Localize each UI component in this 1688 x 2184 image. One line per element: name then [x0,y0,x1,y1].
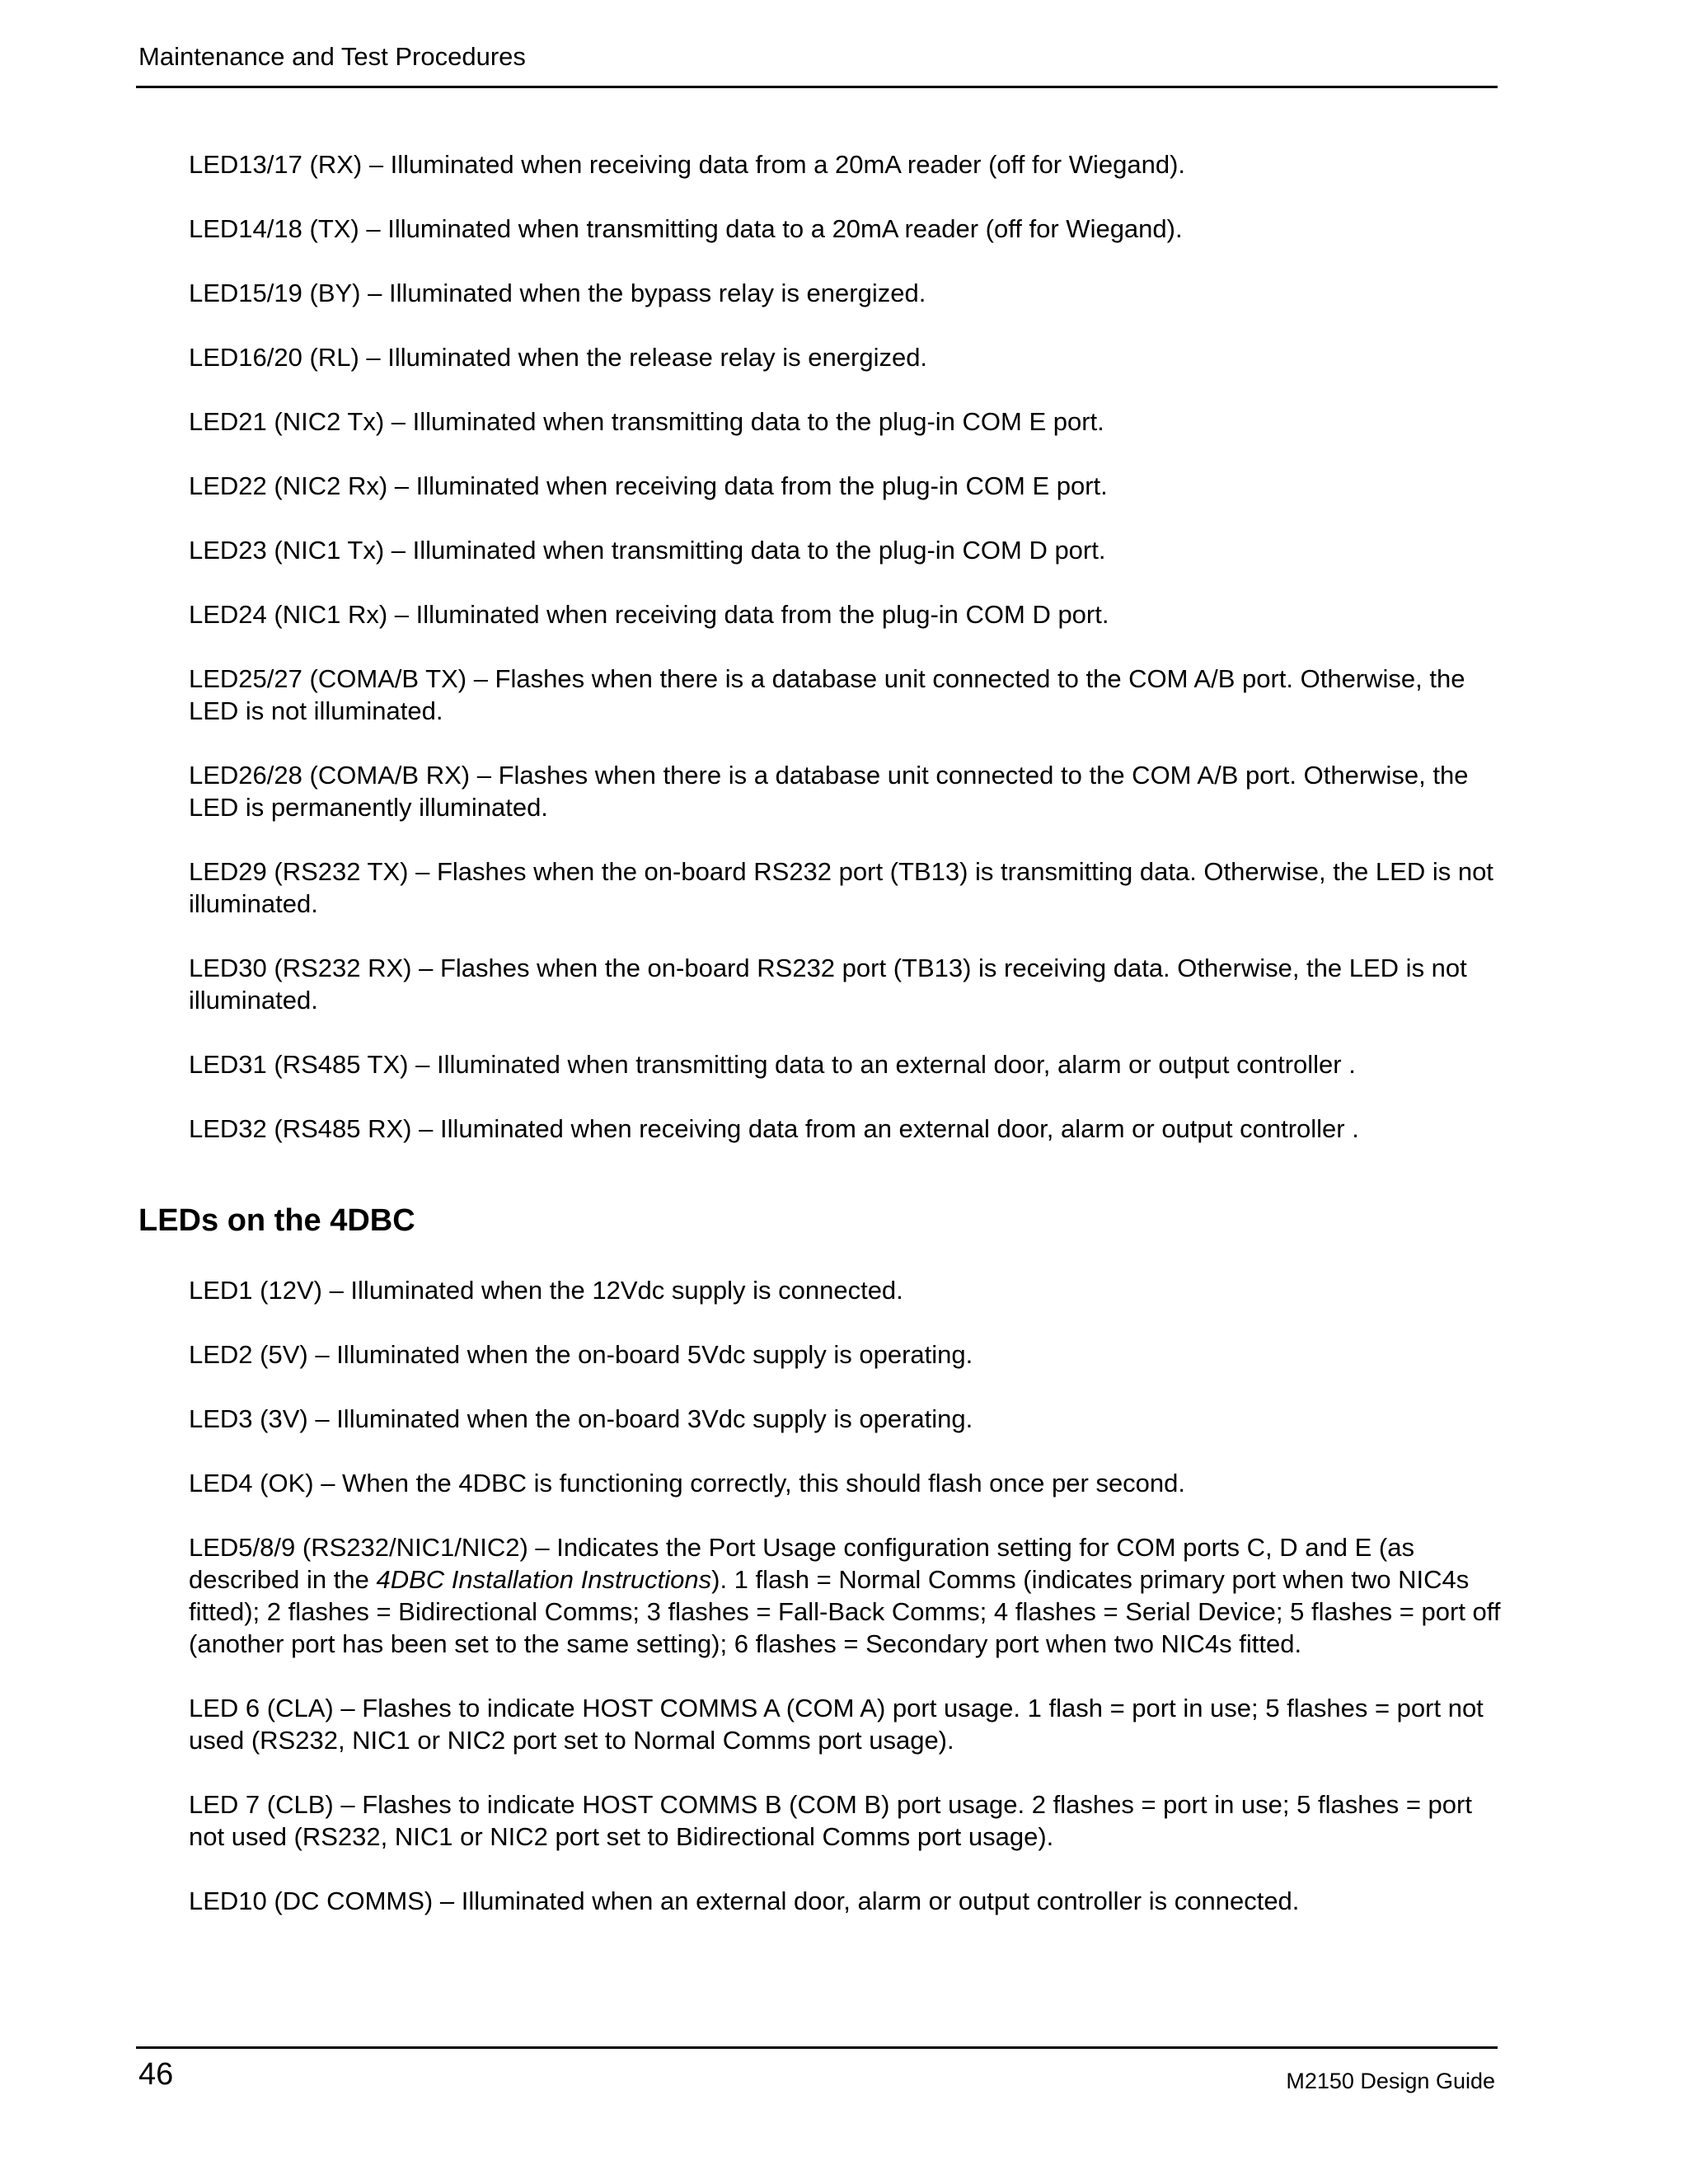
paragraph-led6: LED 6 (CLA) – Flashes to indicate HOST COMMS A (COM A) port usage. 1 flash = port in use; 5 flashes = port not used (RS232, NIC1 or NIC2 port set to Normal Comms port usage). [189,1694,1484,1755]
paragraph-led26-28: LED26/28 (COMA/B RX) – Flashes when there is a database unit connected to the COM A/B port. Otherwise, the LED is permanently illuminated. [189,761,1469,822]
paragraph-led13-17: LED13/17 (RX) – Illuminated when receiving data from a 20mA reader (off for Wiegand). [189,150,1186,179]
header-rule [136,86,1498,88]
led-list-main-board [189,148,1507,1177]
paragraph-led32: LED32 (RS485 RX) – Illuminated when receiving data from an external door, alarm or output controller . [189,1114,1359,1143]
led5-text-end: ). 1 flash = Normal Comms (indicates primary port when two NIC4s fitted); 2 flashes = Bidirectional Comms; 3 flashes = Fall-Back Comms; 4 flashes = Serial Device; 5 flashes = port off (another port has been set to the same setting); 6 flashes = Secondary port when two NIC4s fitted. [189,1565,1501,1658]
paragraph-led31: LED31 (RS485 TX) – Illuminated when transmitting data to an external door, alarm or output controller . [189,1050,1356,1079]
paragraph-led22: LED22 (NIC2 Rx) – Illuminated when receiving data from the plug-in COM E port. [189,471,1108,500]
led5-text-start: LED5/8/9 (RS232/NIC1/NIC2) – Indicates the Port Usage configuration setting for COM ports C, D and E (as described in the [189,1533,1414,1594]
running-header: Maintenance and Test Procedures [138,42,526,71]
paragraph-led3: LED3 (3V) – Illuminated when the on-board 3Vdc supply is operating. [189,1404,973,1433]
footer-rule [136,2046,1498,2049]
section-heading-4dbc: LEDs on the 4DBC [138,1203,415,1238]
paragraph-led29: LED29 (RS232 TX) – Flashes when the on-board RS232 port (TB13) is transmitting data. Otherwise, the LED is not illuminated. [189,857,1493,918]
paragraph-led7: LED 7 (CLB) – Flashes to indicate HOST COMMS B (COM B) port usage. 2 flashes = port in use; 5 flashes = port not used (RS232, NIC1 or NIC2 port set to Bidirectional Comms port usage). [189,1790,1472,1851]
paragraph-led14-18: LED14/18 (TX) – Illuminated when transmitting data to a 20mA reader (off for Wiegand). [189,214,1183,243]
led-list-4dbc [189,1274,1507,1949]
paragraph-led23: LED23 (NIC1 Tx) – Illuminated when transmitting data to the plug-in COM D port. [189,536,1106,565]
paragraph-led5-8-9 [189,1531,1507,1660]
page-number: 46 [138,2057,174,2092]
paragraph-led16-20: LED16/20 (RL) – Illuminated when the release relay is energized. [189,343,928,372]
paragraph-led10: LED10 (DC COMMS) – Illuminated when an external door, alarm or output controller is connected. [189,1886,1300,1915]
paragraph-led25-27: LED25/27 (COMA/B TX) – Flashes when there is a database unit connected to the COM A/B port. Otherwise, the LED is not illuminated. [189,664,1465,725]
paragraph-led2: LED2 (5V) – Illuminated when the on-board 5Vdc supply is operating. [189,1340,973,1369]
installation-instructions-title: 4DBC Installation Instructions [376,1565,712,1594]
paragraph-led1: LED1 (12V) – Illuminated when the 12Vdc supply is connected. [189,1276,903,1305]
paragraph-led21: LED21 (NIC2 Tx) – Illuminated when transmitting data to the plug-in COM E port. [189,407,1104,436]
paragraph-led24: LED24 (NIC1 Rx) – Illuminated when receiving data from the plug-in COM D port. [189,600,1109,629]
paragraph-led4: LED4 (OK) – When the 4DBC is functioning correctly, this should flash once per second. [189,1469,1186,1497]
document-title: M2150 Design Guide [1286,2069,1495,2093]
paragraph-led15-19: LED15/19 (BY) – Illuminated when the bypass relay is energized. [189,279,926,307]
paragraph-led30: LED30 (RS232 RX) – Flashes when the on-board RS232 port (TB13) is receiving data. Otherwise, the LED is not illuminated. [189,954,1467,1015]
